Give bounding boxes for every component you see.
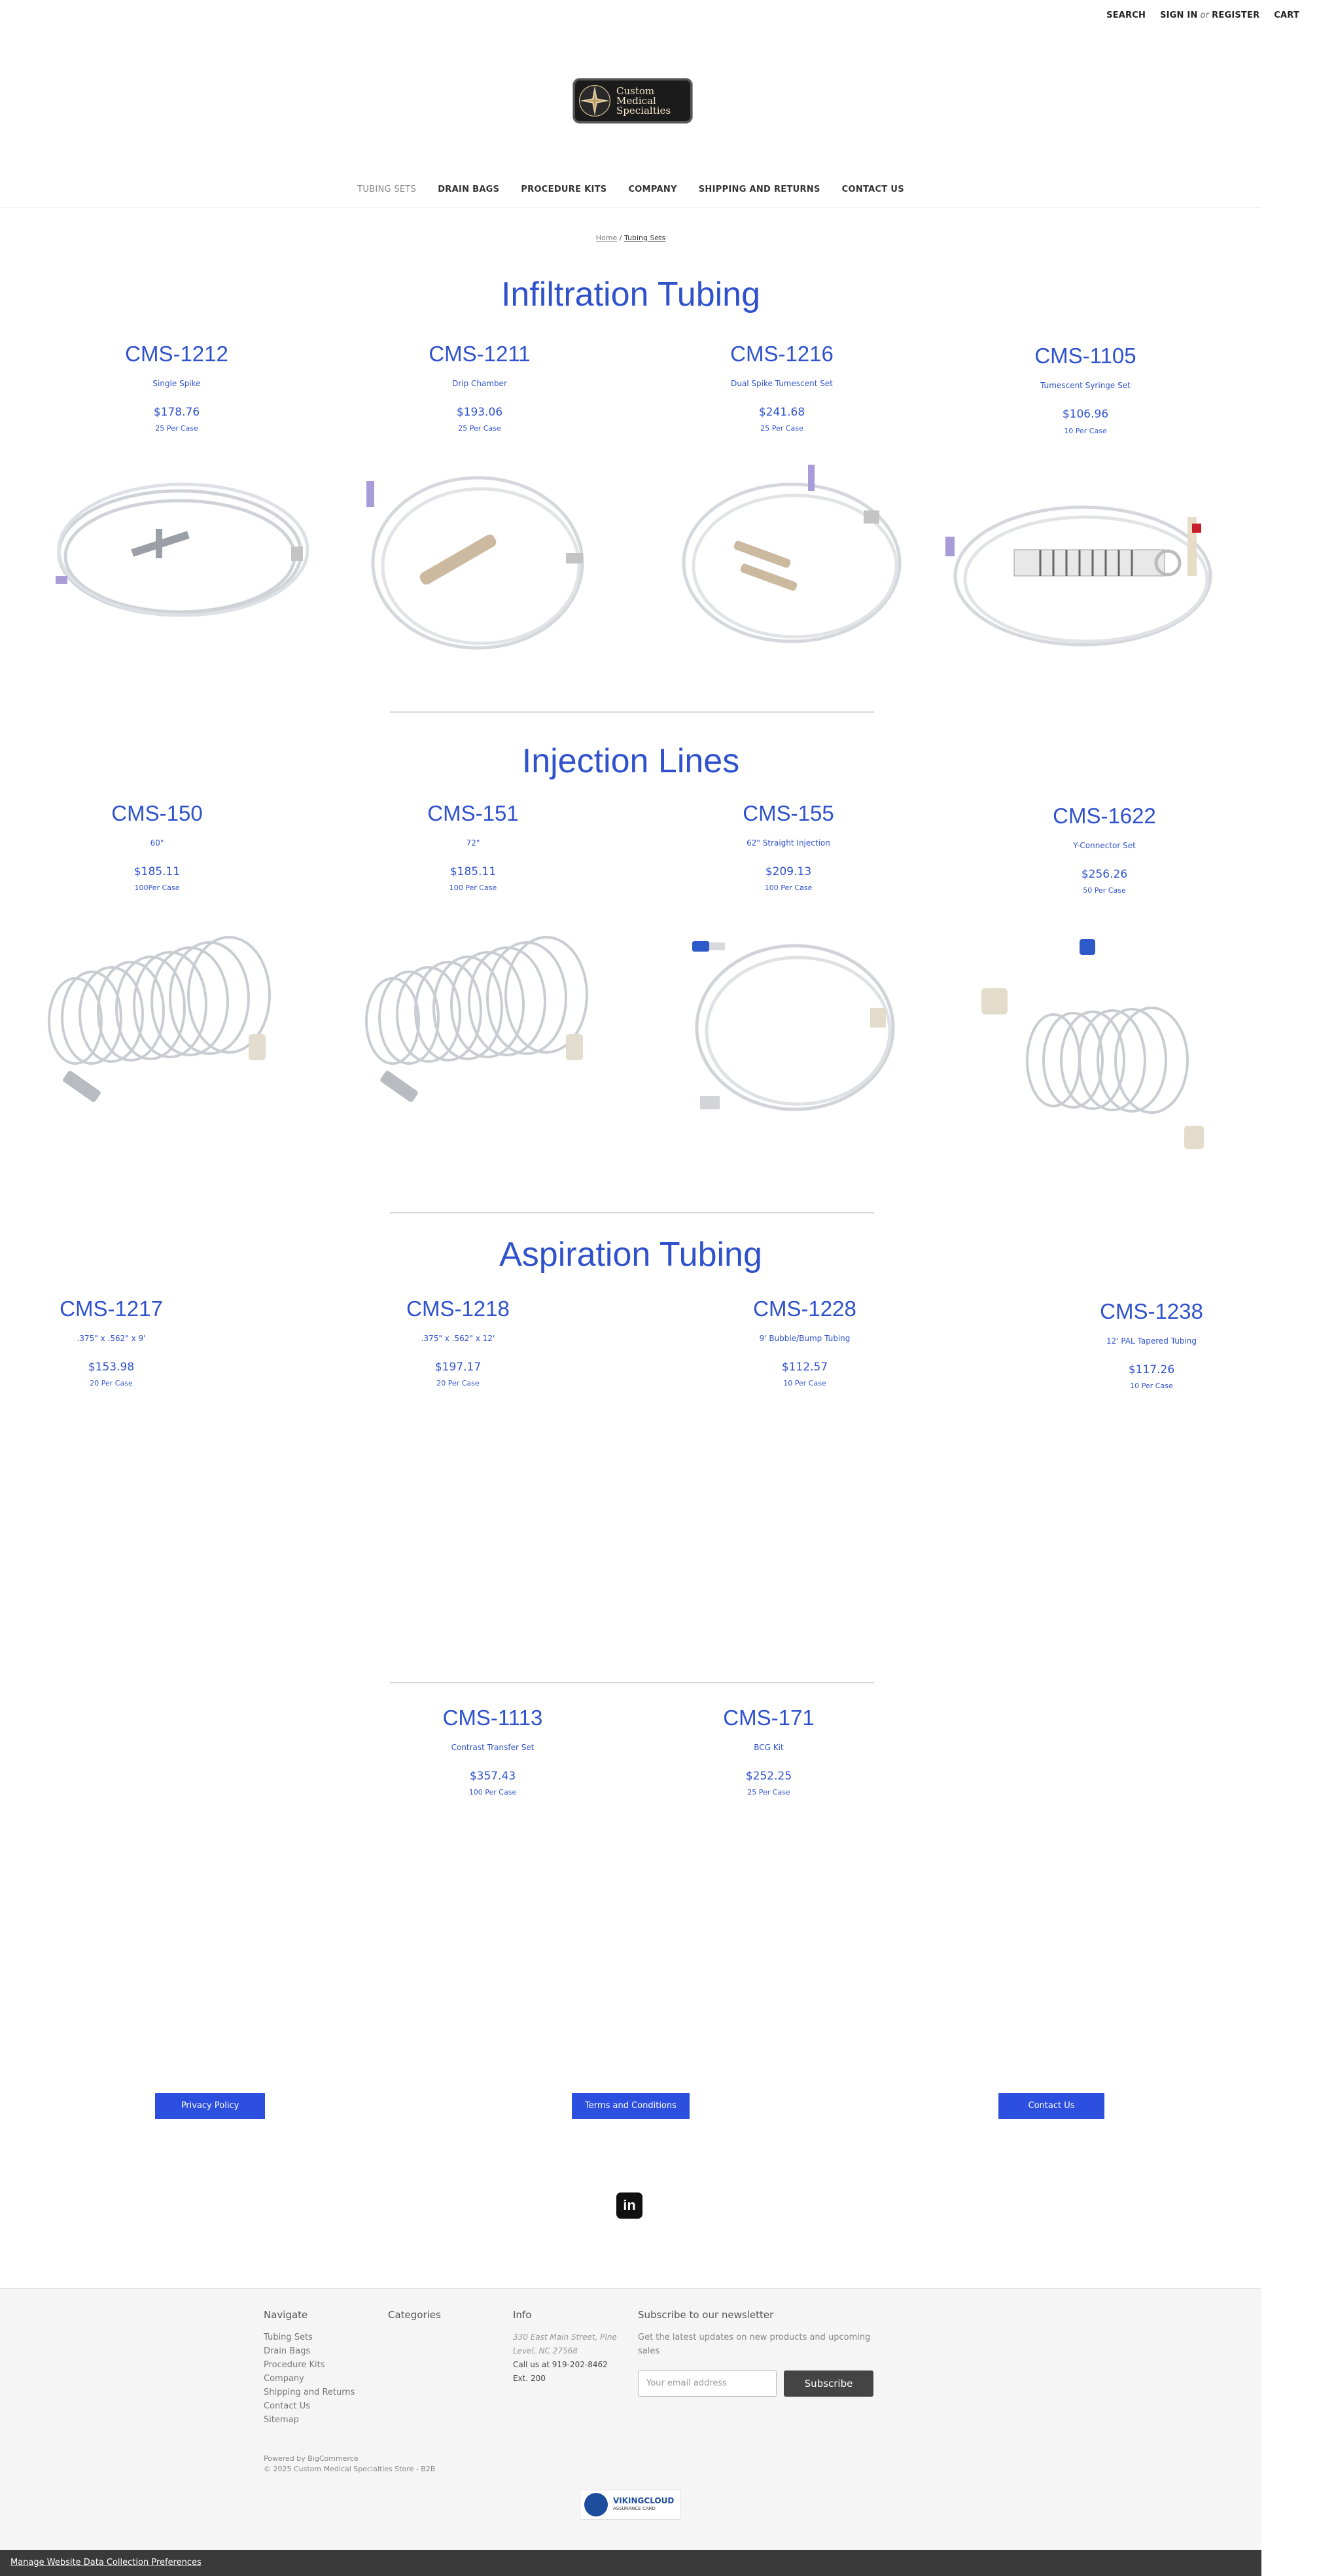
section-title-aspiration: Aspiration Tubing <box>499 1236 762 1274</box>
footer-link-procedure-kits[interactable]: Procedure Kits <box>264 2360 325 2370</box>
product-desc: Dual Spike Tumescent Set <box>731 379 833 388</box>
product-code[interactable]: CMS-171 <box>723 1706 815 1730</box>
footer-link-drain-bags[interactable]: Drain Bags <box>264 2346 311 2356</box>
product-price: $178.76 <box>153 406 200 419</box>
product-code[interactable]: CMS-151 <box>427 801 519 825</box>
cart-link[interactable]: CART <box>1274 10 1299 20</box>
footer-legal <box>264 2454 435 2475</box>
footer-navigate-list <box>264 2331 355 2427</box>
product-code[interactable]: CMS-1212 <box>125 342 228 366</box>
nav-tubing-sets[interactable]: TUBING SETS <box>357 185 417 194</box>
product-case-qty: 25 Per Case <box>747 1788 790 1797</box>
contact-us-button[interactable]: Contact Us <box>998 2093 1104 2119</box>
product-case-qty: 20 Per Case <box>90 1379 133 1387</box>
product-price: $106.96 <box>1062 408 1109 421</box>
product-code[interactable]: CMS-155 <box>743 801 834 825</box>
nav-drain-bags[interactable]: DRAIN BAGS <box>438 185 500 194</box>
address-line: Level, NC 27568 <box>513 2346 578 2355</box>
newsletter-description: Get the latest updates on new products and upcoming sales <box>638 2333 871 2356</box>
breadcrumb-home[interactable]: Home <box>595 234 618 242</box>
star-compass-icon <box>577 83 612 118</box>
product-desc: Contrast Transfer Set <box>451 1743 535 1752</box>
nav-shipping-returns[interactable]: SHIPPING AND RETURNS <box>698 185 820 194</box>
product-code[interactable]: CMS-1105 <box>1034 344 1136 368</box>
badge-brand: VIKINGCLOUD <box>613 2496 675 2505</box>
privacy-policy-button[interactable]: Privacy Policy <box>155 2093 265 2119</box>
product-image[interactable] <box>968 936 1237 1172</box>
nav-company[interactable]: COMPANY <box>628 185 677 194</box>
nav-procedure-kits[interactable]: PROCEDURE KITS <box>521 185 607 194</box>
product-desc: Single Spike <box>152 379 201 388</box>
product-case-qty: 100 Per Case <box>764 884 813 892</box>
product-desc: Y-Connector Set <box>1073 841 1136 850</box>
breadcrumb-current[interactable]: Tubing Sets <box>624 234 666 242</box>
product-desc: BCG Kit <box>754 1743 784 1752</box>
section-divider <box>390 711 874 713</box>
utility-nav <box>1106 10 1299 20</box>
section-divider <box>390 1682 874 1683</box>
product-price: $185.11 <box>133 865 181 878</box>
product-image[interactable] <box>357 468 599 658</box>
phone-ext: Ext. 200 <box>513 2374 546 2383</box>
product-code[interactable]: CMS-1216 <box>730 342 834 366</box>
product-case-qty: 10 Per Case <box>783 1379 826 1387</box>
address-line: 330 East Main Street, Pine <box>513 2333 617 2342</box>
section-title-injection: Injection Lines <box>521 742 740 780</box>
footer-categories-heading: Categories <box>388 2309 441 2321</box>
logo-line: Specialties <box>616 104 671 116</box>
footer-link-tubing-sets[interactable]: Tubing Sets <box>264 2333 313 2342</box>
product-price: $117.26 <box>1128 1363 1175 1376</box>
product-code[interactable]: CMS-1622 <box>1053 804 1156 828</box>
product-price: $197.17 <box>434 1361 482 1374</box>
product-image[interactable] <box>340 936 602 1132</box>
product-desc: .375" x .562" x 12' <box>421 1334 495 1343</box>
breadcrumb-separator: / <box>619 234 622 242</box>
product-code[interactable]: CMS-1217 <box>60 1297 163 1321</box>
subscribe-button[interactable]: Subscribe <box>784 2370 873 2397</box>
footer-link-company[interactable]: Company <box>264 2374 304 2384</box>
cookie-preferences-bar <box>0 2550 1261 2576</box>
product-desc: 12' PAL Tapered Tubing <box>1106 1336 1197 1346</box>
product-image[interactable] <box>23 936 285 1132</box>
product-desc: Tumescent Syringe Set <box>1040 381 1131 390</box>
product-case-qty: 10 Per Case <box>1064 427 1107 435</box>
section-title-infiltration: Infiltration Tubing <box>501 276 761 313</box>
phone-line[interactable]: Call us at 919-202-8462 <box>513 2360 608 2369</box>
footer-navigate-heading: Navigate <box>264 2309 308 2321</box>
badge-text <box>613 2497 674 2513</box>
shield-icon <box>584 2493 608 2516</box>
site-logo[interactable] <box>573 79 692 123</box>
footer-link-sitemap[interactable]: Sitemap <box>264 2415 299 2425</box>
product-desc: Drip Chamber <box>452 379 507 388</box>
product-image[interactable] <box>46 471 314 635</box>
newsletter-email-input[interactable]: Your email address <box>638 2370 777 2397</box>
terms-conditions-button[interactable]: Terms and Conditions <box>572 2093 690 2119</box>
register-link[interactable]: REGISTER <box>1212 10 1260 20</box>
product-desc: 60" <box>150 838 164 848</box>
product-case-qty: 25 Per Case <box>760 424 803 433</box>
product-code[interactable]: CMS-1238 <box>1100 1299 1203 1323</box>
logo-text <box>616 86 671 116</box>
product-case-qty: 25 Per Case <box>155 424 198 433</box>
sign-in-link[interactable]: SIGN IN <box>1160 10 1198 20</box>
product-case-qty: 20 Per Case <box>436 1379 480 1387</box>
product-desc: 62" Straight Injection <box>747 838 830 848</box>
section-divider <box>390 1212 874 1213</box>
product-price: $185.11 <box>449 865 497 878</box>
logo-line: Custom <box>616 84 655 97</box>
footer-link-contact-us[interactable]: Contact Us <box>264 2401 310 2411</box>
product-case-qty: 10 Per Case <box>1130 1382 1173 1390</box>
product-case-qty: 25 Per Case <box>458 424 501 433</box>
product-price: $256.26 <box>1081 868 1128 881</box>
product-desc: 9' Bubble/Bump Tubing <box>759 1334 851 1343</box>
badge-sub: ASSURANCE CARD <box>613 2506 656 2511</box>
copyright-text: © 2025 Custom Medical Specialties Store - B2B <box>264 2465 436 2473</box>
product-code[interactable]: CMS-1113 <box>442 1706 543 1730</box>
footer-address <box>513 2331 617 2386</box>
newsletter-heading: Subscribe to our newsletter <box>638 2309 774 2321</box>
product-case-qty: 100 Per Case <box>449 884 497 892</box>
product-price: $193.06 <box>456 406 503 419</box>
account-links <box>1160 10 1259 20</box>
powered-by-text[interactable]: Powered by BigCommerce <box>264 2454 359 2463</box>
search-link[interactable]: SEARCH <box>1106 10 1146 20</box>
product-price: $357.43 <box>469 1770 516 1783</box>
logo-line: Medical <box>616 94 656 107</box>
or-text: or <box>1200 10 1210 20</box>
linkedin-icon[interactable]: in <box>616 2192 642 2219</box>
security-badge[interactable] <box>580 2490 680 2520</box>
manage-data-preferences-link[interactable]: Manage Website Data Collection Preferences <box>10 2558 202 2567</box>
footer-link-shipping-returns[interactable]: Shipping and Returns <box>264 2388 355 2397</box>
breadcrumb <box>0 234 1261 242</box>
product-price: $252.25 <box>745 1770 792 1783</box>
product-price: $153.98 <box>88 1361 135 1374</box>
product-code[interactable]: CMS-1211 <box>429 342 531 366</box>
product-desc: .375" x .562" x 9' <box>77 1334 146 1343</box>
product-price: $209.13 <box>765 865 812 878</box>
product-code[interactable]: CMS-1228 <box>753 1297 856 1321</box>
product-case-qty: 50 Per Case <box>1083 886 1126 895</box>
product-price: $112.57 <box>781 1361 828 1374</box>
product-code[interactable]: CMS-150 <box>111 801 203 825</box>
nav-contact-us[interactable]: CONTACT US <box>841 185 904 194</box>
product-image[interactable] <box>942 484 1237 654</box>
main-nav <box>0 185 1261 194</box>
product-desc: 72" <box>466 838 480 848</box>
product-case-qty: 100 Per Case <box>468 1788 517 1797</box>
footer-info-heading: Info <box>513 2309 532 2321</box>
product-code[interactable]: CMS-1218 <box>406 1297 510 1321</box>
product-case-qty: 100Per Case <box>134 884 180 892</box>
product-image[interactable] <box>680 936 903 1126</box>
product-image[interactable] <box>667 458 916 654</box>
product-price: $241.68 <box>758 406 805 419</box>
